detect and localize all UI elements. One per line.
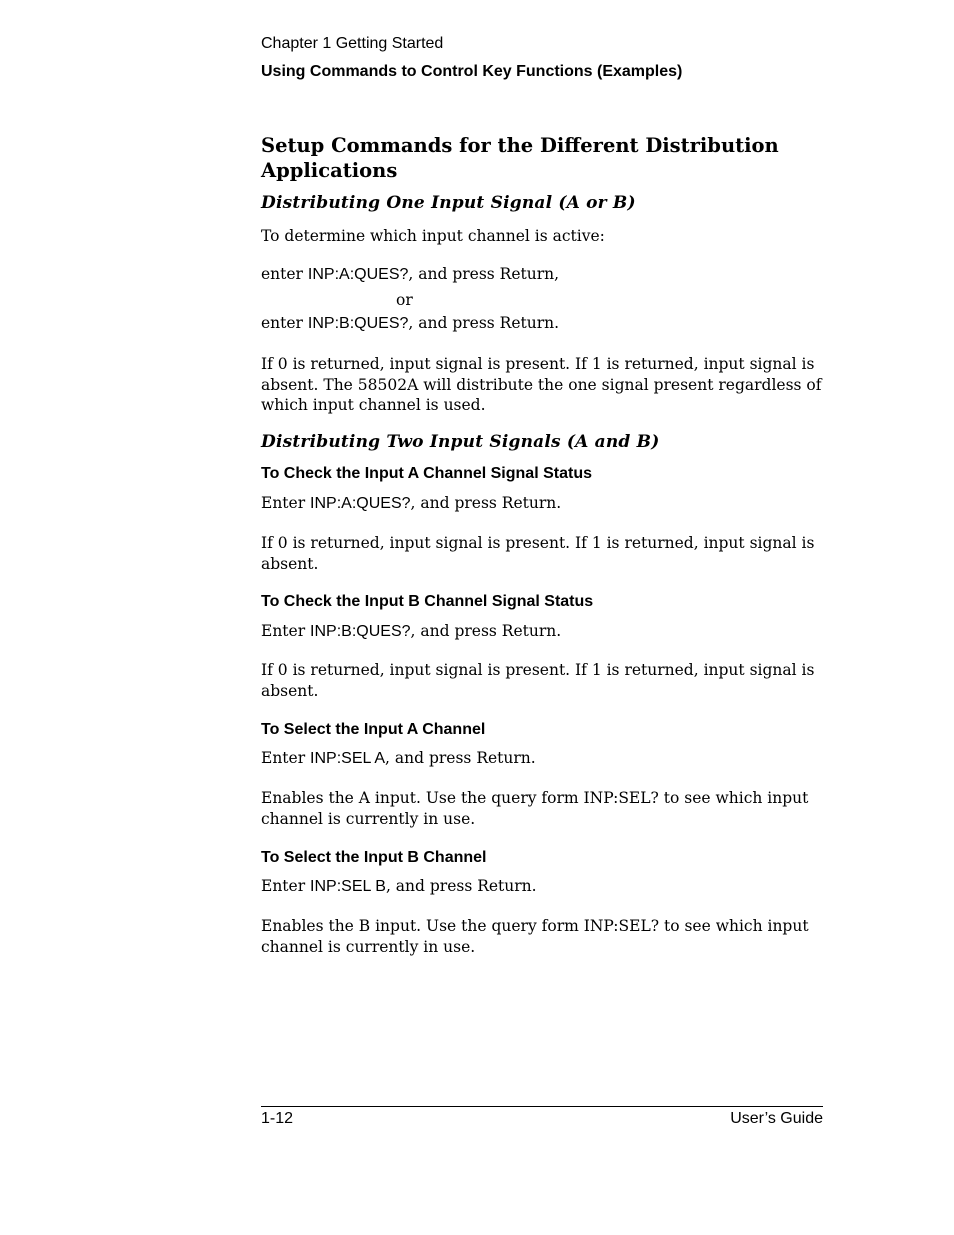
instruction-check-a xyxy=(261,494,561,513)
instruction-select-b xyxy=(261,877,537,896)
instruction-select-a xyxy=(261,749,536,768)
paragraph-select-b: Enables the B input. Use the query form INP:SEL? to see which input channel is currently in use. xyxy=(261,917,809,956)
paragraph-select-a: Enables the A input. Use the query form INP:SEL? to see which input channel is currently in use. xyxy=(261,789,809,828)
subheading-two-inputs: Distributing Two Input Signals (A and B) xyxy=(261,432,660,452)
instruction-suffix: , and press Return. xyxy=(410,494,562,512)
paragraph-check-a: If 0 is returned, input signal is present. If 1 is returned, input signal is absent. xyxy=(261,534,815,573)
instruction-prefix: Enter xyxy=(261,749,311,767)
heading-check-a: To Check the Input A Channel Signal Status xyxy=(261,465,592,482)
command-text: INP:B:QUES? xyxy=(310,623,411,640)
page-number: 1-12 xyxy=(261,1110,294,1127)
command-text: INP:B:QUES? xyxy=(307,315,409,332)
section-heading: Setup Commands for the Different Distribution Applications xyxy=(261,134,779,182)
instruction-prefix: enter xyxy=(261,314,308,332)
command-text: INP:A:QUES? xyxy=(310,495,411,512)
instruction-prefix: Enter xyxy=(261,622,311,640)
command-text: INP:A:QUES? xyxy=(307,266,409,283)
instruction-suffix: , and press Return. xyxy=(385,749,536,767)
heading-check-b: To Check the Input B Channel Signal Status xyxy=(261,593,594,610)
command-text: INP:SEL A xyxy=(310,750,386,767)
instruction-suffix: , and press Return. xyxy=(385,877,537,895)
intro-text: To determine which input channel is active: xyxy=(261,227,605,245)
paragraph-check-b: If 0 is returned, input signal is present. If 1 is returned, input signal is absent. xyxy=(261,661,815,700)
running-header-section: Using Commands to Control Key Functions (Examples) xyxy=(261,63,683,80)
heading-select-a: To Select the Input A Channel xyxy=(261,721,486,738)
instruction-check-b xyxy=(261,622,561,641)
instruction-suffix: , and press Return. xyxy=(410,622,562,640)
instruction-prefix: Enter xyxy=(261,494,311,512)
instruction-suffix: , and press Return. xyxy=(408,314,560,332)
instruction-suffix: , and press Return, xyxy=(408,265,560,283)
command-text: INP:SEL B xyxy=(310,878,386,895)
instruction-prefix: enter xyxy=(261,265,308,283)
instruction-line-b xyxy=(261,314,559,333)
running-header-chapter: Chapter 1 Getting Started xyxy=(261,35,444,52)
footer-rule xyxy=(261,1106,823,1107)
paragraph-one-input: If 0 is returned, input signal is present. If 1 is returned, input signal is absent. The 58502A will distribute the one signal present regardless of which input channel is used. xyxy=(261,355,822,414)
instruction-line-a xyxy=(261,265,559,284)
instruction-prefix: Enter xyxy=(261,877,311,895)
footer-guide-title: User’s Guide xyxy=(730,1110,823,1127)
subheading-one-input: Distributing One Input Signal (A or B) xyxy=(261,193,636,213)
heading-select-b: To Select the Input B Channel xyxy=(261,849,487,866)
or-text: or xyxy=(396,291,413,309)
